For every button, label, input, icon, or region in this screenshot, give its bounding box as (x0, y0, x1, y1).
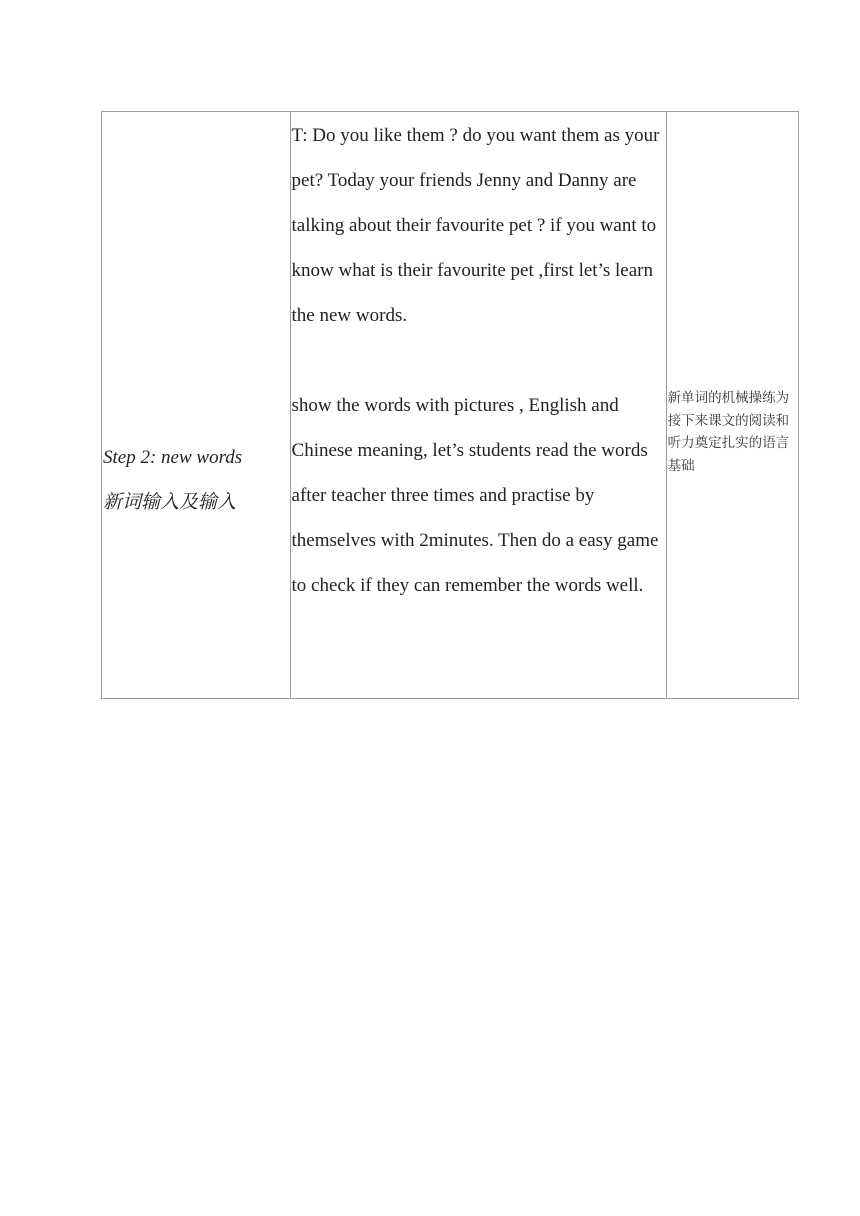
step-subtitle: 新词输入及输入 (103, 492, 237, 513)
content-paragraph-2: show the words with pictures , English and Chinese meaning, let’s students read the words after teacher three times and practise by themselves with 2minutes. Then do a easy game to check if they can remember the words well. (291, 395, 659, 596)
content-cell (290, 112, 666, 699)
step-cell (102, 112, 291, 699)
paragraph-spacer (292, 338, 664, 383)
lesson-plan-table (101, 111, 799, 699)
note-cell (666, 112, 798, 699)
step-title: Step 2: new words (103, 447, 243, 468)
content-paragraph-1: T: Do you like them ? do you want them as your pet? Today your friends Jenny and Danny are talking about their favourite pet ? if you want to know what is their favourite pet ,first let’s learn the new words. (291, 125, 660, 326)
step-label (103, 435, 242, 525)
content-text (292, 113, 664, 608)
note-text: 新单词的机械操练为接下来课文的阅读和听力奠定扎实的语言基础 (667, 390, 790, 474)
table-row (102, 112, 799, 699)
